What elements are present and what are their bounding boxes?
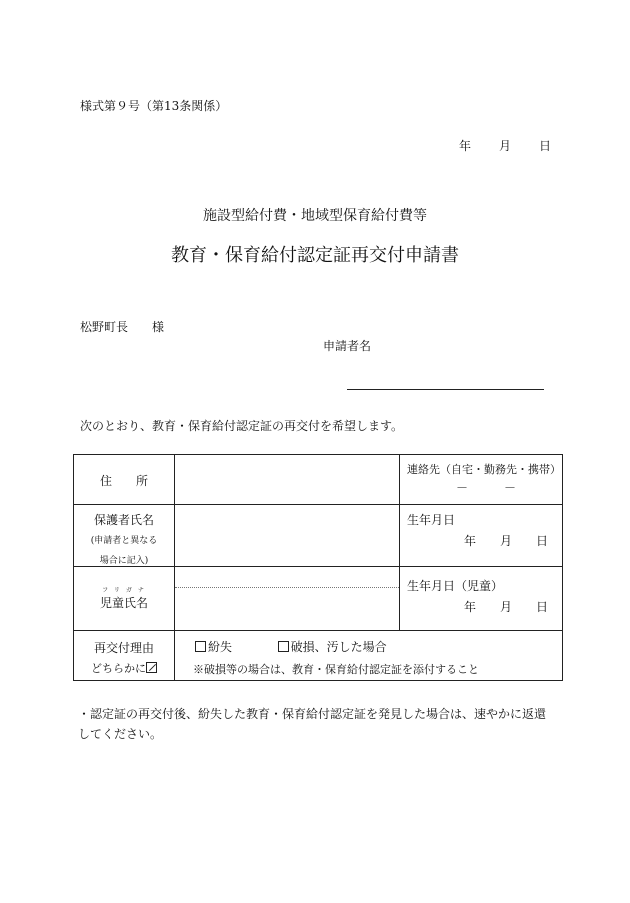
date-month: 月	[499, 139, 512, 153]
reason-hint	[74, 660, 174, 676]
guardian-birth-date-row	[400, 532, 562, 549]
form-number: 様式第９号（第13条関係）	[80, 99, 228, 113]
intro-text: 次のとおり、教育・保育給付認定証の再交付を希望します。	[80, 419, 404, 433]
date-day: 日	[539, 139, 552, 153]
child-birth-date-row	[400, 598, 562, 615]
child-birth-year: 年	[463, 600, 476, 614]
child-name-label	[98, 585, 150, 611]
address-label: 住 所	[99, 474, 148, 488]
date-year: 年	[459, 139, 472, 153]
guardian-name-input-cell[interactable]	[175, 505, 400, 567]
child-birth-month: 月	[499, 600, 512, 614]
addressee-name: 松野町長	[80, 320, 129, 334]
guardian-note-line2: 場合に記入)	[99, 556, 149, 566]
document-subtitle: 施設型給付費・地域型保育給付費等	[203, 208, 427, 224]
child-name-text: 児童氏名	[99, 596, 148, 610]
contact-cell[interactable]	[400, 455, 563, 505]
reason-hint-text: どちらかに	[91, 662, 146, 675]
child-name-ruby: フリガナ	[102, 587, 150, 594]
contact-label: 連絡先（自宅・勤務先・携帯）	[407, 463, 561, 476]
child-birth-label: 生年月日（児童）	[407, 579, 504, 593]
application-form-table	[73, 454, 563, 681]
option-lost[interactable]	[195, 640, 232, 654]
address-input-cell[interactable]	[175, 455, 400, 505]
guardian-birth-day: 日	[535, 534, 548, 548]
guardian-label: 保護者氏名	[93, 513, 154, 527]
child-name-input[interactable]	[175, 588, 399, 630]
checked-box-icon	[146, 662, 157, 673]
addressee-honorific: 様	[152, 320, 165, 334]
option-damaged-label: 破損、汚した場合	[290, 640, 387, 654]
child-furigana-input[interactable]	[175, 567, 399, 588]
child-birth-day: 日	[535, 600, 548, 614]
date-line	[459, 137, 551, 154]
child-birth-cell[interactable]	[400, 567, 563, 631]
reason-label-cell	[74, 631, 175, 681]
reason-note: ※破損等の場合は、教育・保育給付認定証を添付すること	[193, 663, 479, 676]
child-label-cell	[74, 567, 175, 631]
guardian-label-cell	[74, 505, 175, 567]
guardian-birth-cell[interactable]	[400, 505, 563, 567]
address-label-cell	[74, 455, 175, 505]
guardian-note-line1: (申請者と異なる	[90, 536, 158, 546]
guardian-birth-year: 年	[463, 534, 476, 548]
contact-dashes: － －	[455, 481, 516, 495]
applicant-label: 申請者名	[323, 339, 372, 353]
footnote: ・認定証の再交付後、紛失した教育・保育給付認定証を発見した場合は、速やかに返還 してください。	[78, 707, 559, 741]
addressee	[80, 318, 164, 335]
reason-options-cell	[175, 631, 563, 681]
option-damaged[interactable]	[278, 640, 387, 654]
checkbox-icon[interactable]	[278, 641, 289, 652]
child-name-input-cell[interactable]	[175, 567, 400, 631]
option-lost-label: 紛失	[208, 640, 233, 654]
reason-options-row	[175, 631, 562, 655]
guardian-birth-label: 生年月日	[407, 513, 456, 527]
checkbox-icon[interactable]	[195, 641, 206, 652]
guardian-birth-month: 月	[499, 534, 512, 548]
document-title: 教育・保育給付認定証再交付申請書	[171, 245, 459, 266]
applicant-signature-line[interactable]	[347, 389, 544, 390]
reason-label: 再交付理由	[93, 641, 154, 655]
